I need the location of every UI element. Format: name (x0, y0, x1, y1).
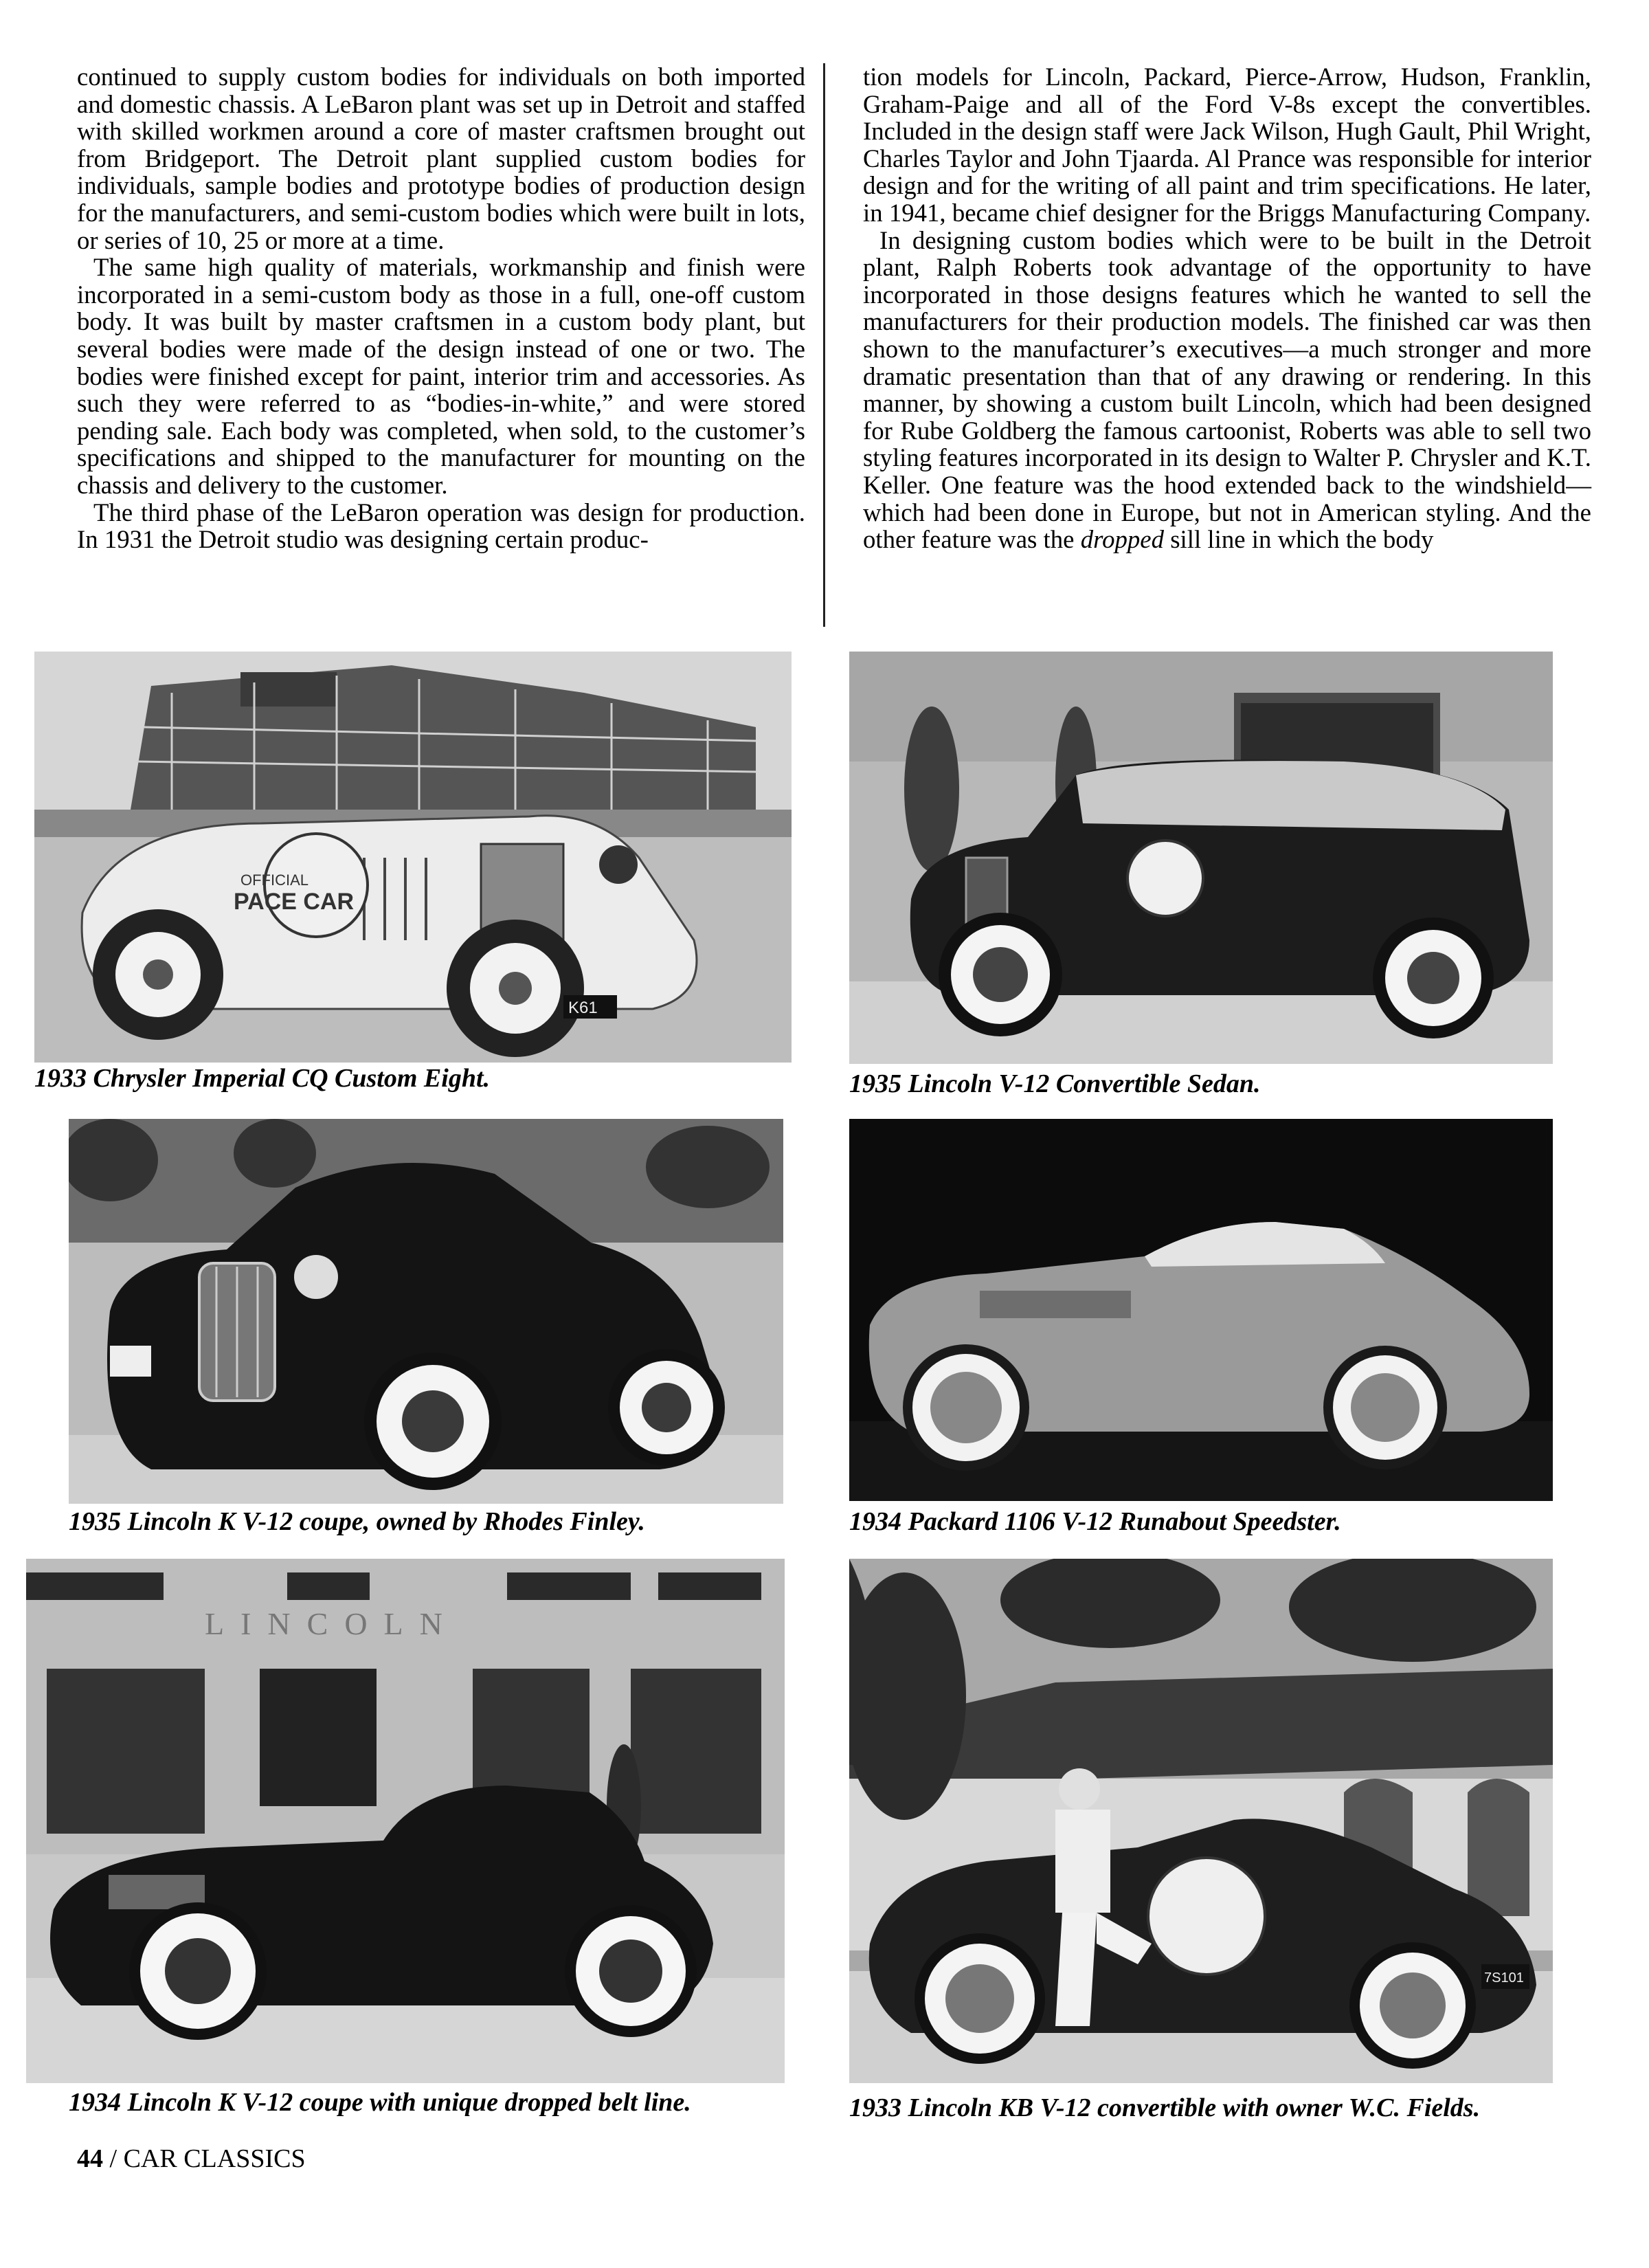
paragraph-text: In designing custom bodies which were to be built in the Detroit plant, Ralph Roberts took advantage of the opportunity to have incorporated in those designs features which he wanted to sell the manufacturers for their production models. The finished car was then shown to the manufacturer’s executives—a much stronger and more dramatic presentation than that of any drawing or rendering. In this manner, by showing a custom built Lincoln, which had been designed for Rube Goldberg the famous cartoonist, Roberts was able to sell two styling features incorporated in its design to Walter P. Chrysler and K.T. Keller. One feature was the hood extended back to the windshield—which had been done in Europe, but not in American styling. (863, 225, 1591, 526)
license-plate: K61 (568, 999, 598, 1017)
photo-caption: 1935 Lincoln V-12 Convertible Sedan. (849, 1069, 1261, 1098)
building-sign: LINCOLN (205, 1606, 459, 1641)
article-left-column (77, 63, 805, 553)
photo-chrysler-imperial (34, 652, 792, 1063)
photo-lincoln-convertible-sedan (849, 652, 1553, 1064)
photo-caption: 1933 Lincoln KB V-12 convertible with owner W.C. Fields. (849, 2093, 1481, 2122)
photo-caption: 1933 Chrysler Imperial CQ Custom Eight. (34, 1064, 491, 1093)
paragraph (863, 227, 1591, 553)
photo-caption: 1934 Packard 1106 V-12 Runabout Speedster. (849, 1507, 1341, 1536)
paragraph-text: And the other feature was the (863, 498, 1592, 554)
magazine-name: CAR CLASSICS (123, 2144, 306, 2173)
emphasis: dropped (1080, 525, 1164, 554)
footer-separator: / (109, 2144, 117, 2173)
pace-car-sign-line1: OFFICIAL (240, 871, 309, 889)
page-number: 44 (77, 2144, 103, 2173)
column-divider (823, 63, 825, 627)
photo-caption: 1934 Lincoln K V-12 coupe with unique dropped belt line. (69, 2088, 691, 2117)
article-right-column (863, 63, 1591, 553)
paragraph: The third phase of the LeBaron operation was design for production. In 1931 the Detroit studio was designing certain produc- (77, 498, 805, 554)
paragraph: continued to supply custom bodies for individuals on both imported and domestic chassis. A LeBaron plant was set up in Detroit and staffed with skilled workmen around a core of master craftsmen brought out from Bridgeport. The Detroit plant supplied custom bodies for individuals, sample bodies and prototype bodies of production design for the manufacturers, and semi-custom bodies which were built in lots, or series of 10, 25 or more at a time. (77, 63, 805, 254)
paragraph: tion models for Lincoln, Packard, Pierce-Arrow, Hudson, Franklin, Graham-Paige and all of the Ford V-8s except the convertibles. Included in the design staff were Jack Wilson, Hugh Gault, Phil Wright, Charles Taylor and John Tjaarda. Al Prance was responsible for interior design and for the writing of all paint and trim specifications. He later, in 1941, became chief designer for the Briggs Manufacturing Company. (863, 63, 1591, 227)
pace-car-sign-line2: PACE CAR (234, 889, 355, 915)
paragraph-text: sill line in which the body (1164, 525, 1434, 554)
page-footer (77, 2144, 306, 2173)
photo-lincoln-k-coupe-concours (69, 1119, 783, 1504)
paragraph: The same high quality of materials, workmanship and finish were incorporated in a semi-custom body as those in a full, one-off custom body. It was built by master craftsmen in a custom body plant, but several bodies were made of the design instead of one or two. The bodies were finished except for paint, interior trim and accessories. As such they were referred to as “bodies-in-white,” and were stored pending sale. Each body was completed, when sold, to the customer’s specifications and shipped to the manufacturer for mounting on the chassis and delivery to the customer. (77, 253, 805, 499)
photo-caption: 1935 Lincoln K V-12 coupe, owned by Rhodes Finley. (69, 1507, 645, 1536)
photo-packard-runabout (849, 1119, 1553, 1501)
license-plate: 7S101 (1484, 1970, 1524, 1986)
photo-lincoln-k-coupe-building (26, 1559, 785, 2083)
photo-lincoln-kb-wc-fields (849, 1559, 1553, 2083)
